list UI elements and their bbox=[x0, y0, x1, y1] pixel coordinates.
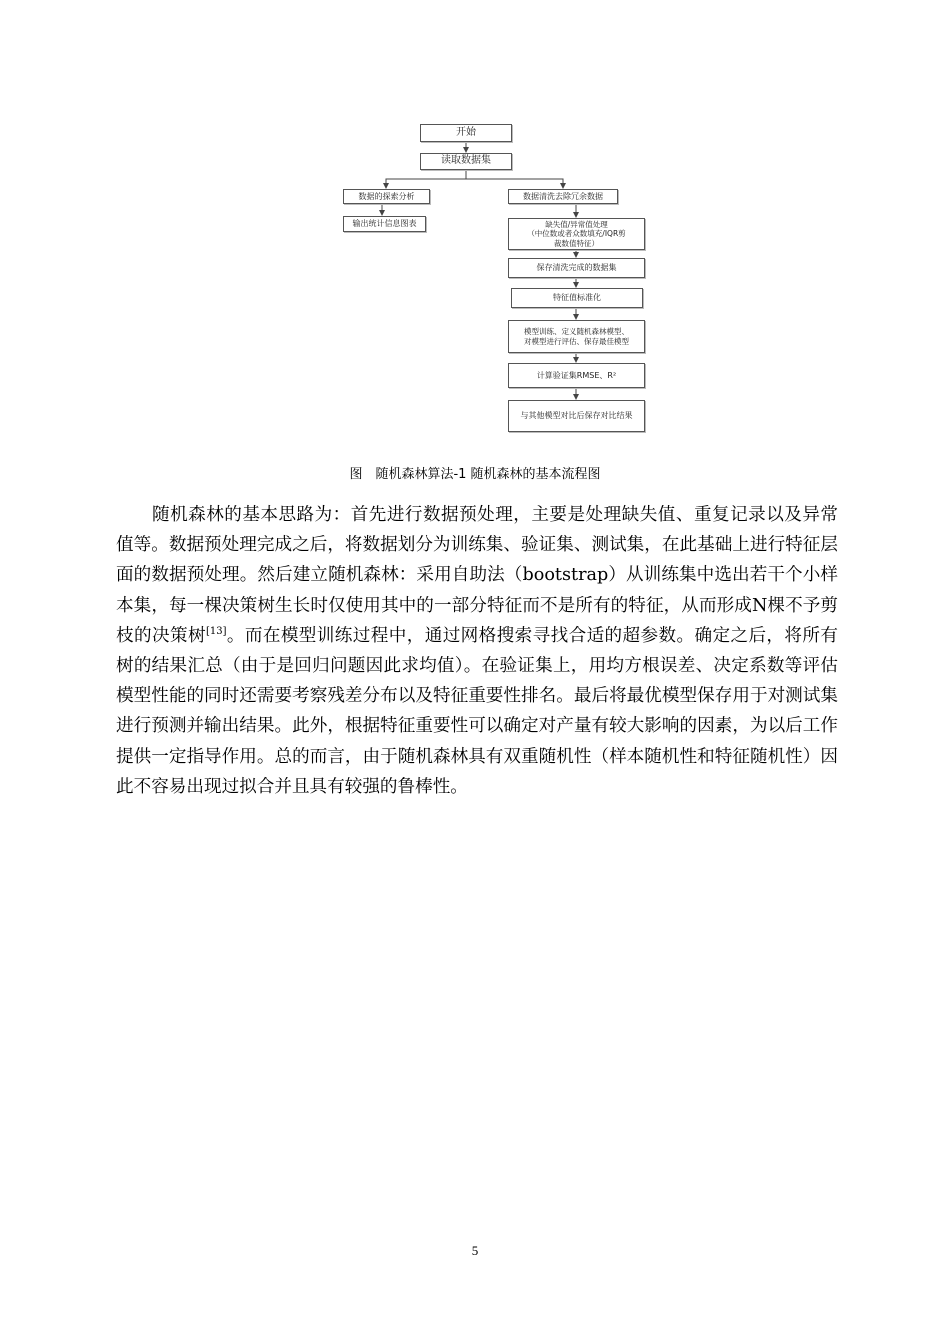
flow-node-read-label: 读取数据集 bbox=[441, 155, 491, 167]
flow-node-start-label: 开始 bbox=[456, 126, 476, 138]
figure-caption: 图 随机森林算法-1 随机森林的基本流程图 bbox=[349, 467, 601, 482]
page-number: 5 bbox=[471, 1243, 479, 1258]
flow-node-clean-label: 数据清洗去除冗余数据 bbox=[523, 191, 603, 201]
body-paragraph bbox=[116, 500, 838, 802]
flow-node-standardize-label: 特征值标准化 bbox=[553, 293, 601, 302]
flowchart-connectors bbox=[0, 0, 950, 450]
paragraph-text-part1: 随机森林的基本思路为：首先进行数据预处理，主要是处理缺失值、重复记录以及异常值等。数据预处理完成之后，将数据划分为训练集、验证集、测试集，在此基础上进行特征层面的数据预处理。然后建立随机森林：采用自助法（bootstrap）从训练集中选出若干个小样本集，每一棵决策树生长时仅使用其中的一部分特征而不是所有的特征，从而形成N棵不予剪枝的决策树 bbox=[116, 505, 838, 646]
flow-node-explore bbox=[343, 189, 430, 204]
flow-node-save-label: 保存清洗完成的数据集 bbox=[536, 263, 617, 272]
flow-node-start bbox=[420, 124, 512, 142]
paragraph-text-part2: 。而在模型训练过程中，通过网格搜索寻找合适的超参数。确定之后，将所有树的结果汇总（由于是回归问题因此求均值）。在验证集上，用均方根误差、决定系数等评估模型性能的同时还需要考察残差分布以及特征重要性排名。最后将最优模型保存用于对测试集进行预测并输出结果。此外，根据特征重要性可以确定对产量有较大影响的因素，为以后工作提供一定指导作用。总的而言，由于随机森林具有双重随机性（样本随机性和特征随机性）因此不容易出现过拟合并且具有较强的鲁棒性。 bbox=[116, 625, 838, 797]
flow-node-train-label: 模型训练、定义随机森林模型、 对模型进行评估、保存最佳模型 bbox=[524, 327, 629, 346]
flow-node-stats-label: 输出统计信息图表 bbox=[352, 219, 417, 228]
flow-node-train bbox=[508, 320, 645, 353]
connector-read-clean bbox=[466, 179, 563, 188]
flow-node-read-dataset bbox=[420, 153, 512, 170]
citation-reference: [13] bbox=[205, 625, 227, 637]
flow-node-clean bbox=[508, 189, 618, 204]
flow-node-save bbox=[508, 258, 645, 278]
flow-node-explore-label: 数据的探索分析 bbox=[358, 191, 415, 201]
flow-node-missing bbox=[508, 218, 645, 250]
flowchart-figure bbox=[0, 0, 950, 450]
flow-node-compare-label: 与其他模型对比后保存对比结果 bbox=[520, 411, 633, 420]
flow-node-stats bbox=[343, 216, 426, 232]
flow-node-rmse bbox=[508, 363, 645, 388]
flow-node-rmse-label: 计算验证集RMSE、R² bbox=[536, 370, 617, 380]
connector-read-branches bbox=[386, 170, 466, 188]
flow-node-compare bbox=[508, 400, 645, 432]
flow-node-standardize bbox=[511, 288, 643, 308]
flow-node-missing-label: 缺失值/异常值处理 （中位数或者众数填充/IQR剪 裁数值特征） bbox=[527, 219, 626, 248]
